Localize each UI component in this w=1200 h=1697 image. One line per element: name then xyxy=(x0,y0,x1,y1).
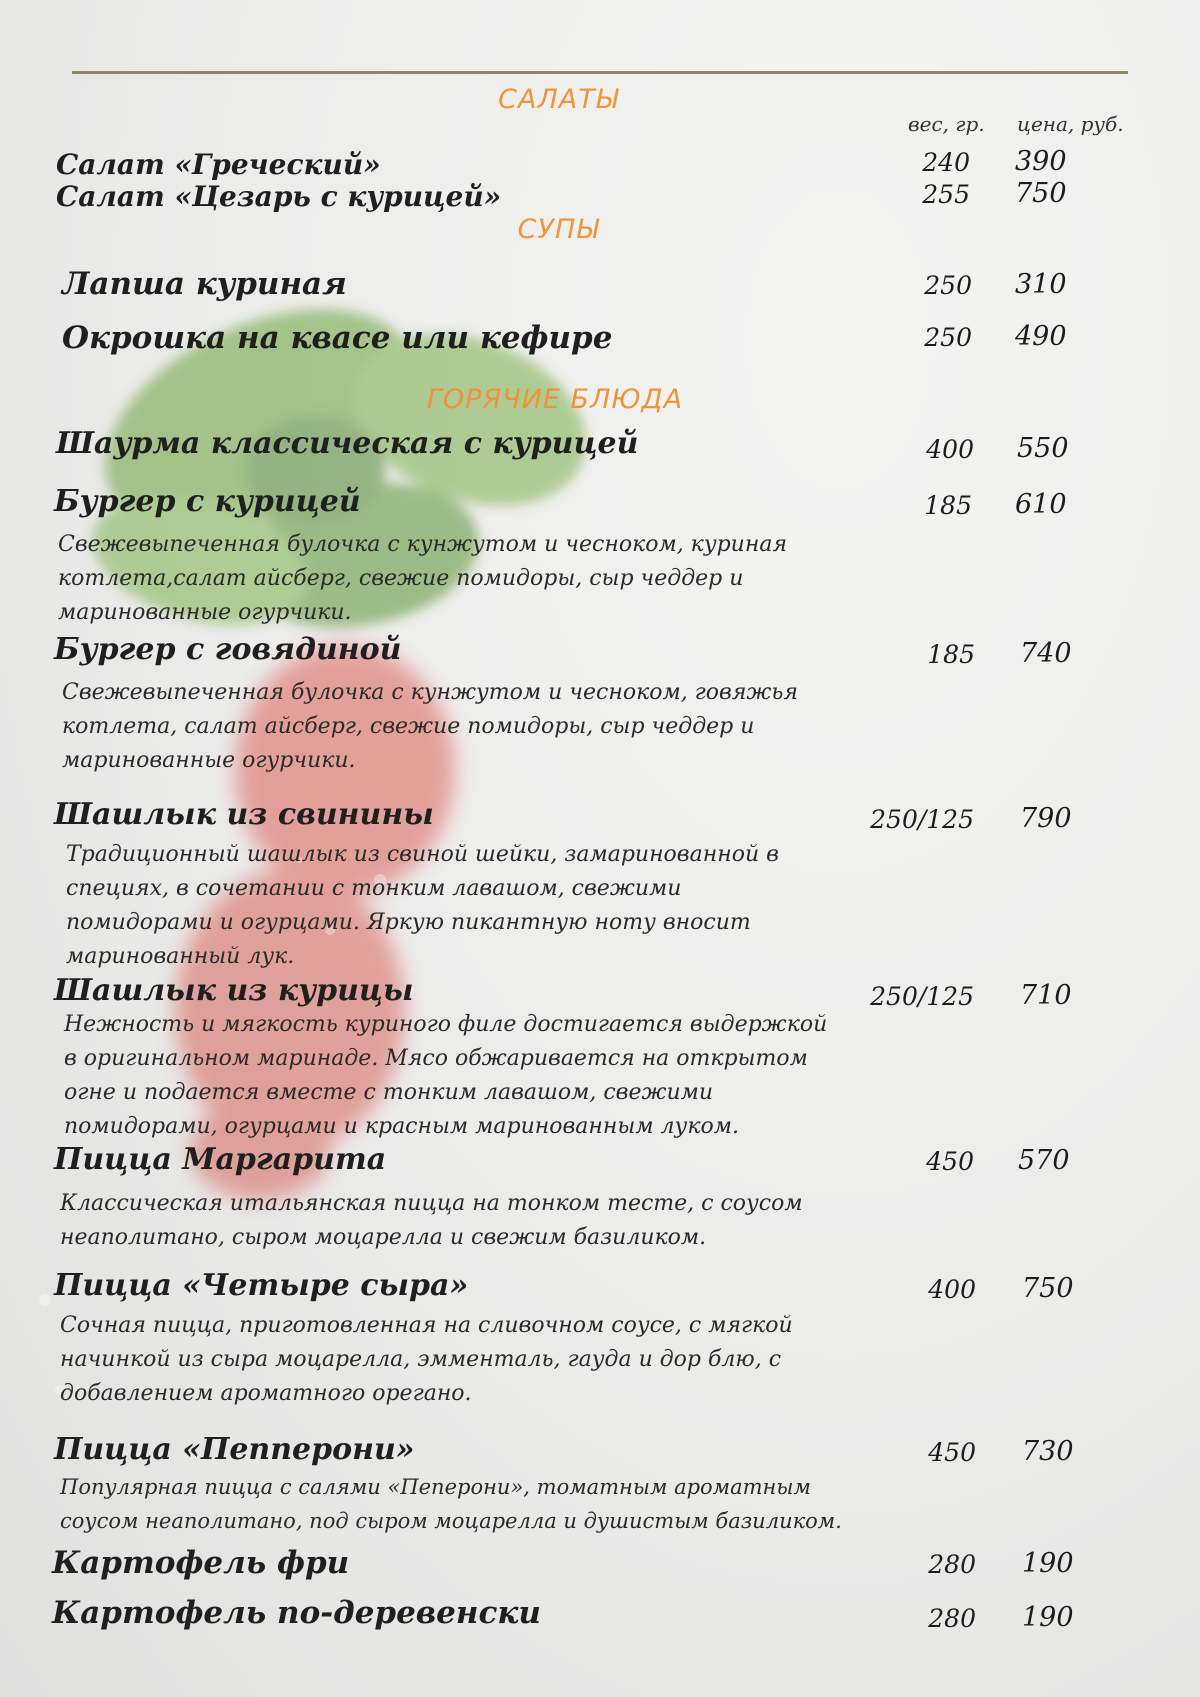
description-line: Популярная пицца с салями «Пеперони», томатным ароматным xyxy=(60,1475,811,1499)
item-weight: 250/125 xyxy=(870,982,974,1011)
item-price: 750 xyxy=(1022,1273,1074,1304)
item-name: Шашлык из свинины xyxy=(54,797,434,832)
item-description xyxy=(64,1008,827,1144)
item-weight: 450 xyxy=(926,1147,974,1176)
item-name: Шаурма классическая с курицей xyxy=(56,426,639,461)
item-weight: 185 xyxy=(924,491,972,520)
item-name: Пицца «Пепперони» xyxy=(54,1432,415,1467)
description-line: маринованный лук. xyxy=(66,944,295,969)
item-price: 610 xyxy=(1015,489,1067,520)
item-description xyxy=(62,676,798,778)
item-price: 190 xyxy=(1022,1602,1074,1633)
item-name: Лапша куриная xyxy=(62,266,347,302)
section-title-salads: САЛАТЫ xyxy=(498,84,619,115)
item-weight: 400 xyxy=(926,435,974,464)
price-column-header: цена, руб. xyxy=(1017,112,1124,136)
item-description xyxy=(58,528,787,630)
description-line: котлета, салат айсберг, свежие помидоры, сыр чеддер и xyxy=(62,714,755,739)
item-name: Салат «Цезарь с курицей» xyxy=(56,180,502,213)
item-name: Пицца «Четыре сыра» xyxy=(54,1268,469,1303)
description-line: маринованные огурчики. xyxy=(58,600,352,625)
item-weight: 250 xyxy=(924,271,972,300)
top-divider xyxy=(72,71,1128,74)
item-price: 750 xyxy=(1015,178,1067,209)
item-weight: 250/125 xyxy=(870,805,974,834)
description-line: соусом неаполитано, под сыром моцарелла и душистым базиликом. xyxy=(60,1509,842,1533)
item-name: Бургер с курицей xyxy=(54,484,361,519)
description-line: неаполитано, сыром моцарелла и свежим базиликом. xyxy=(60,1225,707,1250)
item-price: 190 xyxy=(1022,1548,1074,1579)
description-line: Сочная пицца, приготовленная на сливочном соусе, с мягкой xyxy=(60,1313,793,1338)
item-description xyxy=(60,1309,793,1411)
item-weight: 280 xyxy=(928,1604,976,1633)
description-line: добавлением ароматного орегано. xyxy=(60,1381,472,1406)
item-weight: 250 xyxy=(924,323,972,352)
description-line: помидорами и огурцами. Яркую пикантную ноту вносит xyxy=(66,910,751,935)
description-line: в оригинальном маринаде. Мясо обжаривается на открытом xyxy=(64,1046,808,1071)
description-line: специях, в сочетании с тонким лавашом, свежими xyxy=(66,876,682,901)
description-line: маринованные огурчики. xyxy=(62,748,356,773)
description-line: начинкой из сыра моцарелла, эмменталь, гауда и дор блю, с xyxy=(60,1347,782,1372)
item-description xyxy=(66,838,779,974)
item-price: 790 xyxy=(1020,803,1072,834)
item-price: 570 xyxy=(1018,1145,1070,1176)
item-price: 710 xyxy=(1020,980,1072,1011)
section-title-soups: СУПЫ xyxy=(517,214,600,245)
item-price: 730 xyxy=(1022,1436,1074,1467)
item-weight: 400 xyxy=(928,1275,976,1304)
item-weight: 450 xyxy=(928,1438,976,1467)
item-price: 550 xyxy=(1017,433,1069,464)
item-name: Шашлык из курицы xyxy=(54,973,414,1008)
item-name: Картофель фри xyxy=(52,1545,350,1581)
description-line: Нежность и мягкость куриного филе достигается выдержкой xyxy=(64,1012,828,1037)
description-line: Классическая итальянская пицца на тонком тесте, с соусом xyxy=(60,1191,803,1216)
description-line: котлета,салат айсберг, свежие помидоры, сыр чеддер и xyxy=(58,566,744,591)
item-description xyxy=(60,1470,842,1538)
description-line: помидорами, огурцами и красным маринованным луком. xyxy=(64,1114,739,1139)
section-title-hot-dishes: ГОРЯЧИЕ БЛЮДА xyxy=(426,384,684,415)
description-line: Свежевыпеченная булочка с кунжутом и чесноком, говяжья xyxy=(62,680,798,705)
item-weight: 280 xyxy=(928,1550,976,1579)
item-name: Салат «Греческий» xyxy=(56,148,381,181)
item-price: 490 xyxy=(1015,321,1067,352)
item-price: 390 xyxy=(1015,146,1067,177)
item-name: Картофель по-деревенски xyxy=(52,1595,541,1631)
item-name: Бургер с говядиной xyxy=(54,632,402,667)
description-line: Традиционный шашлык из свиной шейки, замаринованной в xyxy=(66,842,779,867)
description-line: Свежевыпеченная булочка с кунжутом и чесноком, куриная xyxy=(58,532,788,557)
item-name: Пицца Маргарита xyxy=(54,1142,387,1177)
item-weight: 185 xyxy=(927,640,975,669)
item-price: 740 xyxy=(1020,638,1072,669)
item-name: Окрошка на квасе или кефире xyxy=(62,320,613,356)
description-line: огне и подается вместе с тонким лавашом, свежими xyxy=(64,1080,714,1105)
item-weight: 240 xyxy=(922,148,970,177)
item-price: 310 xyxy=(1015,269,1067,300)
item-weight: 255 xyxy=(922,180,970,209)
weight-column-header: вес, гр. xyxy=(908,112,985,136)
item-description xyxy=(60,1187,803,1255)
